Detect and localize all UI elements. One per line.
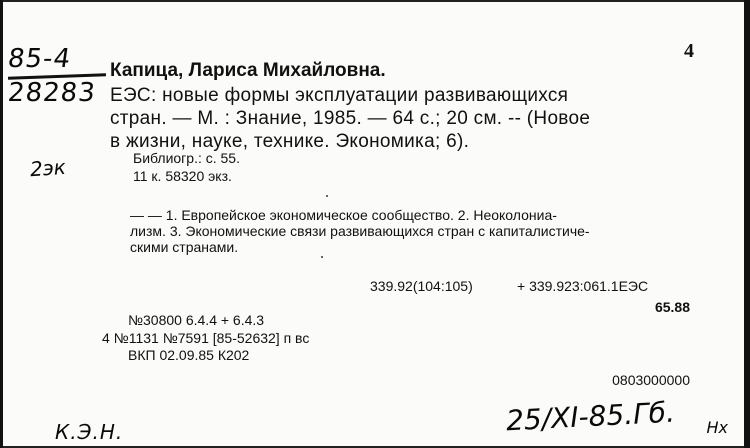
classification-left: 339.92(104:105) — [370, 278, 473, 294]
handwritten-initials: Нх — [706, 418, 728, 437]
subject-line-3: скими странами. — [130, 239, 239, 255]
registry-numbers-line-3: ВКП 02.09.85 К202 — [128, 347, 250, 363]
shelfmark-bottom: 28283 — [6, 78, 98, 108]
card-serial-number: 0803000000 — [612, 372, 690, 388]
scan-speck — [326, 195, 328, 197]
scan-border-top — [0, 0, 750, 2]
handwritten-date: 25/XI-85.Гб. — [505, 395, 676, 438]
card-number: 4 — [684, 40, 694, 62]
title-line-3: в жизни, науке, технике. Экономика; 6). — [110, 131, 470, 152]
handwritten-bottom-note: К.Э.Н. — [55, 420, 124, 444]
scan-speck — [321, 256, 323, 258]
subject-headings — [130, 207, 700, 255]
scan-border-left — [0, 0, 3, 448]
title-line-1: ЕЭС: новые формы эксплуатации развивающихся — [110, 85, 569, 106]
author-heading: Капица, Лариса Михайловна. — [110, 60, 386, 81]
subject-line-1: — — 1. Европейское экономическое сообщество. 2. Неоколониа- — [130, 207, 557, 223]
subject-line-2: лизм. 3. Экономические связи развивающихся стран с капиталистиче- — [130, 223, 590, 239]
registry-numbers-line-2: 4 №1131 №7591 [85-52632] п вс — [102, 330, 310, 346]
title-line-2: стран. — М. : Знание, 1985. — 64 с.; 20 см. -- (Новое — [110, 108, 591, 129]
shelfmark-top: 85-4 — [5, 44, 74, 74]
copies-note: 11 к. 58320 экз. — [133, 168, 232, 184]
bibliography-note: Библиогр.: с. 55. — [133, 150, 240, 166]
margin-note: 2эк — [29, 154, 67, 182]
price: 65.88 — [654, 299, 690, 315]
registry-numbers-line-1: №30800 6.4.4 + 6.4.3 — [128, 312, 265, 328]
classification-right: + 339.923:061.1ЕЭС — [517, 278, 649, 294]
scan-border-right — [744, 0, 750, 448]
